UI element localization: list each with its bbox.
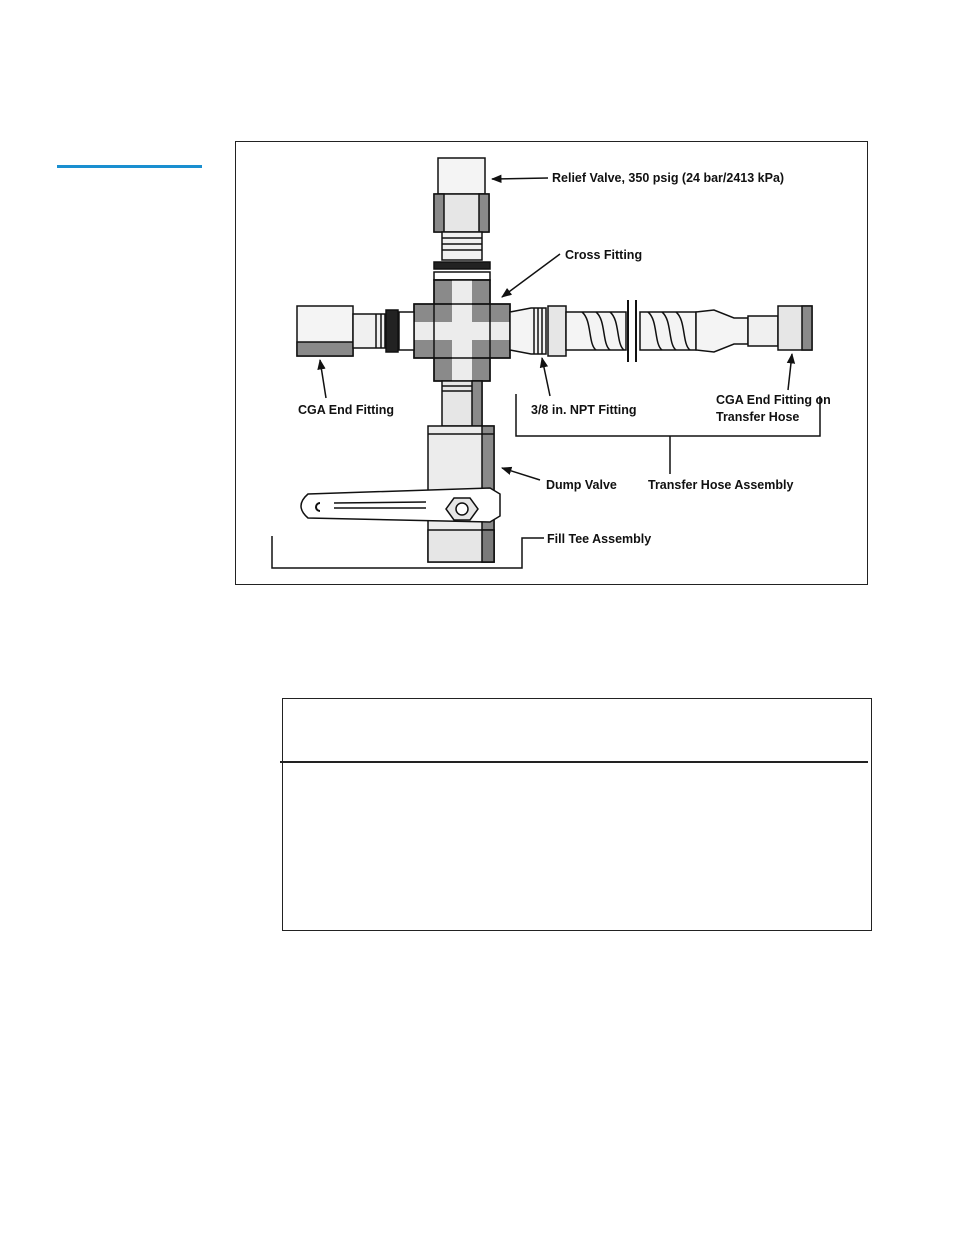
label-fill-tee-assembly: Fill Tee Assembly [547, 532, 652, 546]
note-box [282, 698, 872, 931]
arrow-cga-end-fitting [320, 360, 326, 398]
arrow-cga-end-fitting-hose [788, 354, 792, 390]
dump-valve-handle [301, 488, 500, 522]
arrow-npt-fitting [542, 358, 550, 396]
label-relief-valve: Relief Valve, 350 psig (24 bar/2413 kPa) [552, 171, 785, 185]
accent-rule [57, 165, 202, 168]
lower-nipple [442, 381, 482, 426]
label-transfer-hose-assembly: Transfer Hose Assembly [648, 478, 794, 492]
transfer-hose [566, 300, 748, 362]
npt-fitting [510, 306, 566, 356]
label-cga-end-fitting-hose-line1: CGA End Fitting on [716, 393, 831, 407]
label-cross-fitting: Cross Fitting [565, 248, 643, 262]
label-cga-end-fitting: CGA End Fitting [298, 403, 395, 417]
relief-valve [434, 158, 490, 280]
figure-fill-tee-assembly [235, 141, 868, 585]
bracket-fill-tee-assembly [272, 536, 544, 568]
label-dump-valve: Dump Valve [546, 478, 617, 492]
cga-end-fitting-hose [748, 306, 812, 350]
diagram-drawing [236, 142, 869, 586]
label-npt-fitting: 3/8 in. NPT Fitting [531, 403, 637, 417]
arrow-relief-valve [492, 178, 548, 179]
cga-end-fitting-left [297, 306, 414, 356]
cross-fitting [414, 280, 510, 381]
arrow-cross-fitting [502, 254, 560, 297]
arrow-dump-valve [502, 468, 540, 480]
note-box-divider [280, 761, 868, 763]
label-cga-end-fitting-hose-line2: Transfer Hose [716, 410, 800, 424]
